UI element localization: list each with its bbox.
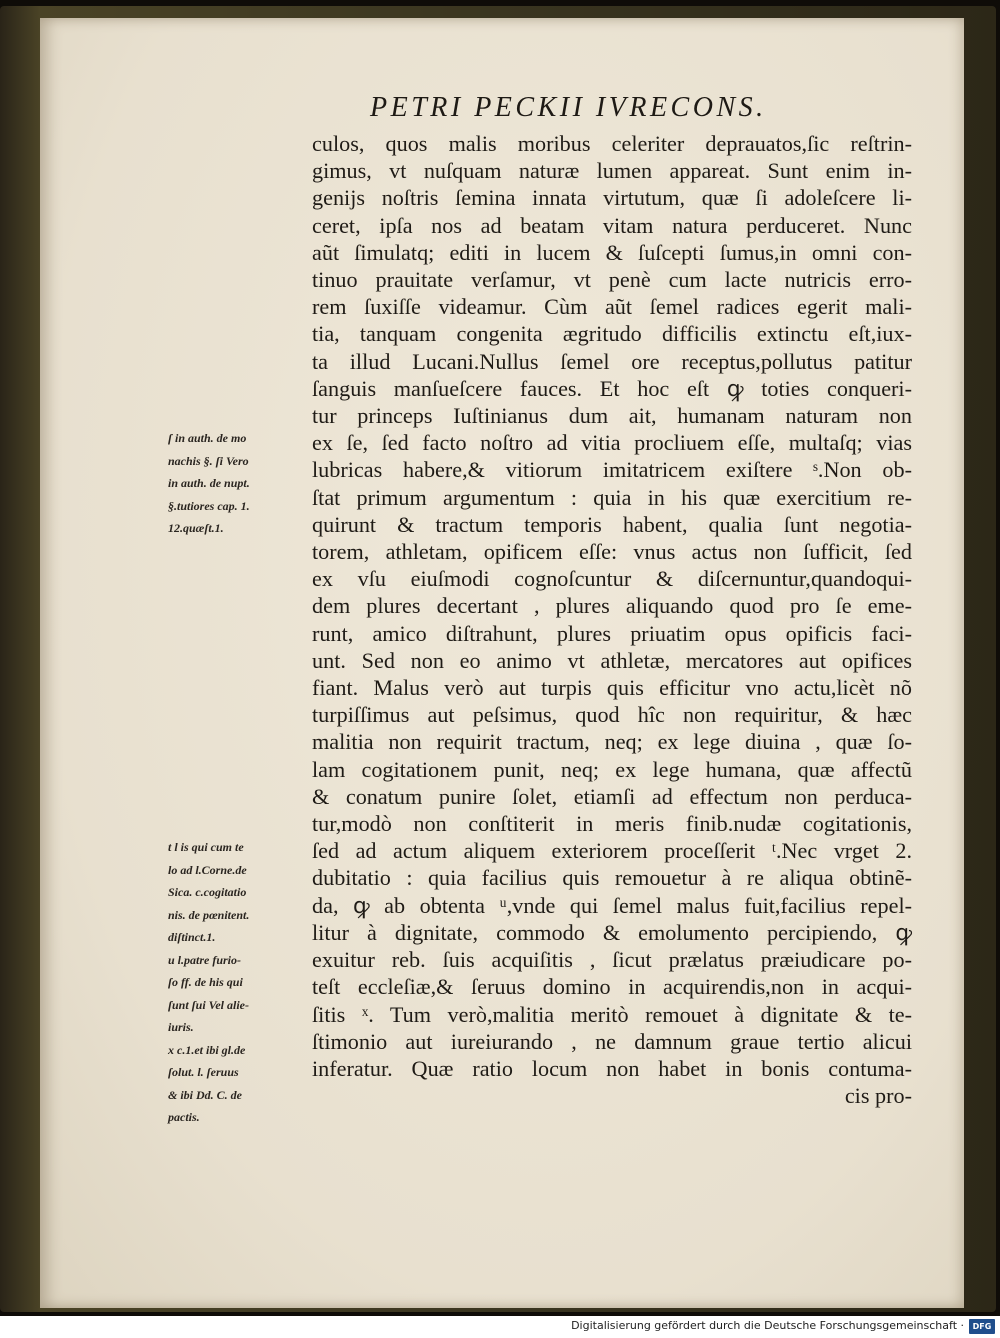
text-line: gimus, vt nuſquam naturæ lumen appareat. Sunt enim in-: [312, 158, 912, 184]
text-line: genijs noſtris ſemina innata virtutum, quæ ſi adoleſcere li-: [312, 185, 912, 211]
marginal-note-line: nachis §. ſi Vero: [168, 453, 249, 468]
marginal-note-line: 12.quæſt.1.: [168, 521, 224, 535]
dfg-logo-icon: DFG: [969, 1319, 995, 1334]
text-line: tur princeps Iuſtinianus dum ait, humanam naturam non: [312, 403, 912, 429]
marginal-note-line: & ibi Dd. C. de: [168, 1087, 242, 1102]
text-line: ex ſe, ſed facto noſtro ad vitia procliuem eſſe, multaſq; vias: [312, 430, 912, 456]
text-line: torem, athletam, opificem eſſe: vnus actus non ſufficit, ſed: [312, 539, 912, 565]
text-line: & conatum punire ſolet, etiamſi ad effectum non perduca-: [312, 783, 912, 809]
marginal-note-line: lo ad l.Corne.de: [168, 862, 247, 877]
marginal-note-line: in auth. de nupt.: [168, 476, 250, 490]
text-line: ſanguis manſueſcere fauces. Et hoc eſt ꝙ toties conqueri-: [312, 375, 912, 401]
marginal-note-line: diſtinct.1.: [168, 930, 216, 944]
text-line: lam cogitationem punit, neq; ex lege humana, quæ affectũ: [312, 756, 912, 782]
text-line: ſitis ˣ. Tum verò,malitia meritò remouet à dignitate & te-: [312, 1001, 912, 1027]
marginal-note-line: ſunt ſui Vel alie-: [168, 997, 250, 1012]
text-line: tia, tanquam congenita ægritudo difficilis extinctu eſt,iux-: [312, 321, 912, 347]
text-line: lubricas habere,& vitiorum imitatricem exiſtere ˢ.Non ob-: [312, 457, 912, 483]
text-line: ceret, ipſa nos ad beatam vitam natura perduceret. Nunc: [312, 212, 912, 238]
marginal-note-line: Sica. c.cogitatio: [168, 885, 247, 899]
text-line: litur à dignitate, commodo & emolumento percipiendo, ꝙ: [312, 919, 912, 945]
marginal-note-line: iuris.: [168, 1020, 194, 1034]
marginal-note-line: x c.1.et ibi gl.de: [168, 1042, 246, 1057]
text-line: turpiſſimus aut peſsimus, quod hîc non requiritur, & hæc: [312, 702, 912, 728]
text-line: culos, quos malis moribus celeriter deprauatos,ſic reſtrin-: [312, 131, 912, 156]
marginal-note-line: t l is qui cum te: [168, 840, 244, 854]
marginal-note-line: ſolut. l. ſeruus: [168, 1065, 239, 1079]
text-line: dubitatio : quia facilius quis remouetur à re aliqua obtinẽ-: [312, 865, 912, 891]
text-line: ſed ad actum aliquem exteriorem proceſſerit ᵗ.Nec vrget 2.: [312, 838, 912, 864]
text-line: rem ſuxiſſe videamur. Cùm aũt ſemel radices egerit mali-: [312, 294, 912, 320]
text-line: ſtat primum argumentum : quia in his quæ exercitium re-: [312, 484, 912, 510]
text-line: runt, amico diſtrahunt, plures priuatim opus opificis faci-: [312, 620, 912, 646]
marginal-note-group-1: [168, 427, 313, 540]
text-line: dem plures decertant , plures aliquando quod pro ſe eme-: [312, 593, 912, 619]
text-line: tur,modò non conſtiterit in meris finib.nudæ cogitationis,: [312, 811, 912, 837]
marginal-note-line: nis. de pœnitent.: [168, 907, 250, 922]
text-line: exuitur reb. ſuis acquiſitis , ſicut prælatus præiudicare po-: [312, 947, 912, 973]
digitization-footer: [0, 1316, 1000, 1338]
text-line: inferatur. Quæ ratio locum non habet in bonis contuma-: [312, 1055, 912, 1081]
text-line: ta illud Lucani.Nullus ſemel ore receptus,pollutus patitur: [312, 348, 912, 374]
marginal-note-line: ſ in auth. de mo: [168, 431, 247, 445]
text-line: malitia non requirit tractum, neq; ex lege diuina , quæ ſo-: [312, 729, 912, 755]
body-text: [312, 130, 912, 1109]
text-line: da, ꝙ ab obtenta ᵘ,vnde qui ſemel malus fuit,facilius repel-: [312, 892, 912, 918]
text-line: ex vſu eiuſmodi cognoſcuntur & diſcernuntur,quandoqui-: [312, 566, 912, 592]
marginal-note-line: ſo ff. de his qui: [168, 975, 243, 989]
marginal-note-line: §.tutiores cap. 1.: [168, 498, 250, 513]
text-line: tinuo prauitate verſamur, vt penè cum lacte nutricis erro-: [312, 267, 912, 293]
text-line: fiant. Malus verò aut turpis quis efficitur vno actu,licèt nõ: [312, 675, 912, 701]
marginal-note-line: u l.patre furio-: [168, 952, 242, 967]
running-head: PETRI PECKII IVRECONS.: [370, 92, 767, 123]
marginal-note-line: pactis.: [168, 1110, 200, 1124]
marginal-note-group-2: [168, 836, 313, 1129]
footer-credit: Digitalisierung gefördert durch die Deutsche Forschungsgemeinschaft ·: [571, 1319, 964, 1332]
text-line: quirunt & tractum temporis habent, qualia ſunt negotia-: [312, 511, 912, 537]
text-line: teſt eccleſiæ,& ſeruus domino in acquirendis,non in acqui-: [312, 974, 912, 1000]
text-line: ſtimonio aut iureiurando , ne damnum graue tertio alicui: [312, 1028, 912, 1054]
text-line: cis pro-: [844, 1083, 912, 1109]
text-line: unt. Sed non eo animo vt athletæ, mercatores aut opifices: [312, 647, 912, 673]
text-line: aũt ſimulatq; editi in lucem & ſuſcepti ſumus,in omni con-: [312, 239, 912, 265]
